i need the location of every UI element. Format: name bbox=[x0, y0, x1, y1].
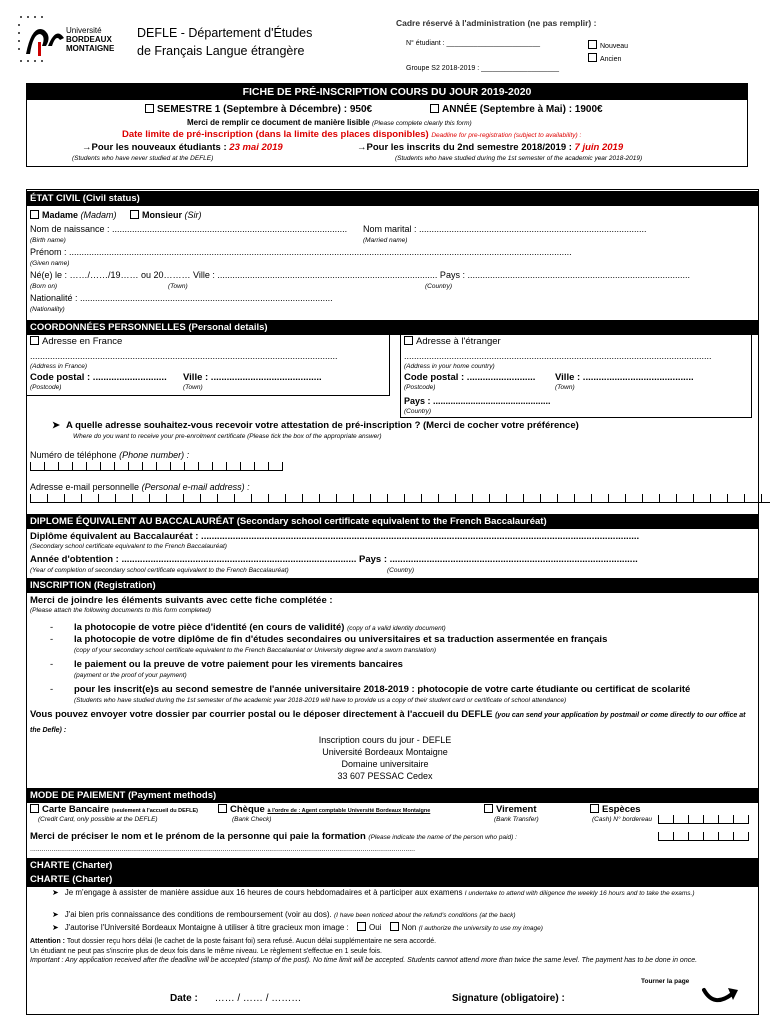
address-line: 33 607 PESSAC Cedex bbox=[337, 771, 433, 781]
postal-address bbox=[0, 734, 770, 782]
payment-card[interactable]: Carte Bancaire (seulement à l'accueil du DEFLE) bbox=[30, 804, 198, 815]
logo-line-2: BORDEAUX bbox=[66, 35, 112, 44]
checkbox-icon[interactable] bbox=[390, 922, 399, 931]
arrow-icon: ➤ bbox=[52, 910, 59, 919]
admin-title: Cadre réservé à l'administration (ne pas remplir) : bbox=[396, 18, 597, 28]
charter-bar-2: CHARTE (Charter) bbox=[26, 872, 759, 887]
input-cell[interactable] bbox=[658, 815, 673, 824]
input-cell[interactable] bbox=[198, 462, 212, 471]
list-item: - la photocopie de votre pièce d'identité (en cours de validité) (copy of a valid identity document) bbox=[50, 622, 446, 633]
input-cell[interactable] bbox=[557, 494, 574, 503]
input-cell[interactable] bbox=[625, 494, 642, 503]
married-name-field[interactable]: Nom marital : ........................................................................................... bbox=[363, 224, 647, 234]
nationality-label: (Nationality) bbox=[30, 306, 65, 313]
birth-field[interactable]: Né(e) le : ……/……/19…… ou 20……… Ville : ........................................................................................ Pays : ......................................................................................... bbox=[30, 270, 690, 280]
department-title-line-2: de Français Langue étrangère bbox=[137, 44, 305, 58]
form-title: FICHE DE PRÉ-INSCRIPTION COURS DU JOUR 2019-2020 bbox=[27, 84, 747, 100]
arrow-icon: ➤ bbox=[52, 923, 59, 932]
input-cell[interactable] bbox=[285, 494, 302, 503]
input-cell[interactable] bbox=[166, 494, 183, 503]
input-cell[interactable] bbox=[591, 494, 608, 503]
payment-transfer[interactable]: Virement bbox=[484, 804, 536, 815]
postcode-france-field: Code postal : ............................ bbox=[30, 372, 167, 383]
birth-name-field[interactable]: Nom de naissance : .............................................................................................. bbox=[30, 224, 348, 234]
input-cell[interactable] bbox=[170, 462, 184, 471]
payer-instruction: Merci de préciser le nom et le prénom de la personne qui paie la formation (Please indicate the name of the person who paid) : bbox=[30, 831, 517, 842]
input-cell[interactable] bbox=[404, 494, 421, 503]
phone-label: Numéro de téléphone (Phone number) : bbox=[30, 450, 190, 460]
payment-cheque-label: (Bank Check) bbox=[232, 816, 272, 823]
input-cell[interactable] bbox=[693, 494, 710, 503]
checkbox-icon[interactable] bbox=[590, 804, 599, 813]
input-cell[interactable] bbox=[100, 462, 114, 471]
payment-cheque[interactable]: Chèque à l'ordre de : Agent comptable Université Bordeaux Montaigne bbox=[218, 804, 430, 815]
option-semester[interactable]: SEMESTRE 1 (Septembre à Décembre) : 950€ bbox=[145, 104, 372, 115]
input-cell[interactable] bbox=[114, 462, 128, 471]
address-abroad-line[interactable]: ........................................................................................................................... bbox=[404, 351, 712, 361]
logo-line-1: Université bbox=[66, 26, 102, 35]
admin-student-number: N° étudiant : ________________________ bbox=[406, 40, 540, 47]
input-cell[interactable] bbox=[642, 494, 659, 503]
department-title bbox=[137, 24, 312, 60]
input-cell[interactable] bbox=[438, 494, 455, 503]
payer-cells-input[interactable] bbox=[658, 832, 749, 841]
town-label: (Town) bbox=[183, 384, 203, 391]
checkbox-icon[interactable] bbox=[30, 210, 39, 219]
civil-madame[interactable]: Madame (Madam) bbox=[30, 210, 117, 220]
checkbox-icon[interactable] bbox=[484, 804, 493, 813]
input-cell[interactable] bbox=[540, 494, 557, 503]
input-cell[interactable] bbox=[574, 494, 591, 503]
department-title-line-1: DEFLE - Département d'Études bbox=[137, 26, 313, 40]
new-students-note: (Students who have never studied at the DEFLE) bbox=[72, 155, 214, 162]
contact-bar: COORDONNÉES PERSONNELLES (Personal details) bbox=[26, 320, 759, 335]
charter-item-3: ➤ J'autorise l'Université Bordeaux Montaigne à utiliser à titre gracieux mon image : Oui Non (I authorize the university to use my image) bbox=[52, 923, 543, 932]
postcode-abroad-field: Code postal : .......................... bbox=[404, 372, 536, 383]
country-abroad-field: Pays : ............................................... bbox=[404, 396, 551, 406]
payment-transfer-label: (Bank Transfer) bbox=[494, 816, 539, 823]
charter-item-1: ➤ Je m'engage à assister de manière assidue aux 16 heures de cours hebdomadaires et à participer aux examens I undertake to attend with diligence the weekly 16 hours and to take the exams.) bbox=[52, 888, 695, 897]
charter-item-2: ➤ J'ai bien pris connaissance des conditions de remboursement (voir au dos). (I have been noticed about the refund's conditions (at the back) bbox=[52, 910, 516, 919]
charter-bar: CHARTE (Charter) bbox=[26, 858, 759, 873]
civil-status-bar: ÉTAT CIVIL (Civil status) bbox=[26, 191, 759, 206]
attention-line-3: Important : Any application received after the deadline will be accepted (stamp of the post). No time limit will be accepted. Students cannot attend more than twice the same level. The payment has to be done in once. bbox=[30, 957, 698, 964]
signature-field[interactable]: Signature (obligatoire) : bbox=[452, 993, 565, 1004]
turn-page-arrow-icon bbox=[700, 984, 740, 1010]
input-cell[interactable] bbox=[268, 494, 285, 503]
address-line: Domaine universitaire bbox=[341, 759, 429, 769]
checkbox-icon[interactable] bbox=[404, 336, 413, 345]
checkbox-icon[interactable] bbox=[30, 336, 39, 345]
input-cell[interactable] bbox=[128, 462, 142, 471]
receipt-number-input[interactable] bbox=[658, 815, 749, 824]
input-cell[interactable] bbox=[58, 462, 72, 471]
option-year[interactable]: ANNÉE (Septembre à Mai) : 1900€ bbox=[430, 104, 603, 115]
postcode-label: (Postcode) bbox=[30, 384, 62, 391]
list-item-note: (payment or the proof of your payment) bbox=[74, 672, 187, 679]
input-cell[interactable] bbox=[659, 494, 676, 503]
old-students-note: (Students who have studied during the 1st semester of the academic year 2018-2019) bbox=[395, 155, 643, 162]
address-question-note: Where do you want to receive your pre-enrolment certificate (Please tick the box of the appropriate answer) bbox=[73, 433, 382, 440]
input-cell[interactable] bbox=[421, 494, 438, 503]
list-item: - la photocopie de votre diplôme de fin d'études secondaires ou universitaires et sa traduction assermentée en français bbox=[50, 634, 608, 645]
input-cell[interactable] bbox=[302, 494, 319, 503]
admin-box bbox=[396, 18, 636, 78]
diploma-field[interactable]: Diplôme équivalent au Baccalauréat : ...................................................................................................................................................................... bbox=[30, 531, 640, 542]
input-cell[interactable] bbox=[30, 462, 44, 471]
admin-group: Groupe S2 2018-2019 : ____________________ bbox=[406, 65, 559, 72]
input-cell[interactable] bbox=[47, 494, 64, 503]
input-cell[interactable] bbox=[370, 494, 387, 503]
input-cell[interactable] bbox=[506, 494, 523, 503]
input-cell[interactable] bbox=[156, 462, 170, 471]
married-name-label: (Married name) bbox=[363, 237, 408, 244]
input-cell[interactable] bbox=[608, 494, 625, 503]
input-cell[interactable] bbox=[718, 815, 733, 824]
input-cell[interactable] bbox=[733, 815, 749, 824]
nationality-field[interactable]: Nationalité : ..................................................................................................... bbox=[30, 293, 333, 303]
email-input[interactable] bbox=[30, 494, 770, 503]
input-cell[interactable] bbox=[658, 832, 673, 841]
address-abroad-label: (Address in your home country) bbox=[404, 363, 495, 370]
input-cell[interactable] bbox=[234, 494, 251, 503]
input-cell[interactable] bbox=[727, 494, 744, 503]
input-cell[interactable] bbox=[733, 832, 749, 841]
input-cell[interactable] bbox=[81, 494, 98, 503]
arrow-icon: ➤ bbox=[52, 420, 60, 431]
input-cell[interactable] bbox=[353, 494, 370, 503]
input-cell[interactable] bbox=[703, 815, 718, 824]
input-cell[interactable] bbox=[30, 494, 47, 503]
checkbox-icon bbox=[588, 53, 597, 62]
arrow-icon: ➤ bbox=[52, 888, 59, 897]
checkbox-icon[interactable] bbox=[145, 104, 154, 113]
birth-town-label: (Town) bbox=[168, 283, 188, 290]
list-item-note: (copy of your secondary school certificate equivalent to the French Baccalauréat or University degree and a sworn translation) bbox=[74, 647, 437, 654]
input-cell[interactable] bbox=[455, 494, 472, 503]
birth-country-label: (Country) bbox=[425, 283, 453, 290]
town-abroad-label: (Town) bbox=[555, 384, 575, 391]
attention-notes bbox=[30, 937, 755, 966]
checkbox-icon[interactable] bbox=[30, 804, 39, 813]
input-cell[interactable] bbox=[149, 494, 166, 503]
list-item: - pour les inscrit(e)s au second semestre de l'année universitaire 2018-2019 : photocopie de votre carte étudiante ou certificat de scolarité bbox=[50, 684, 691, 695]
input-cell[interactable] bbox=[718, 832, 733, 841]
form-header-box bbox=[26, 83, 748, 167]
payment-bar: MODE DE PAIEMENT (Payment methods) bbox=[26, 788, 759, 803]
input-cell[interactable] bbox=[703, 832, 718, 841]
input-cell[interactable] bbox=[142, 462, 156, 471]
diploma-country-label: (Country) bbox=[387, 567, 415, 574]
address-line: Université Bordeaux Montaigne bbox=[322, 747, 448, 757]
documents-list bbox=[50, 622, 750, 707]
input-cell[interactable] bbox=[673, 832, 688, 841]
turn-page-label: Tourner la page bbox=[641, 978, 690, 985]
input-cell[interactable] bbox=[336, 494, 353, 503]
logo bbox=[18, 16, 128, 66]
attach-instruction: Merci de joindre les éléments suivants avec cette fiche complétée : bbox=[30, 595, 333, 606]
new-students-deadline: →Pour les nouveaux étudiants : 23 mai 2019 bbox=[82, 142, 283, 153]
input-cell[interactable] bbox=[676, 494, 693, 503]
deadline: Date limite de pré-inscription (dans la limite des places disponibles) Deadline for pre-registration (subject to availability) : bbox=[122, 129, 582, 140]
phone-input[interactable] bbox=[30, 462, 283, 471]
attach-note: (Please attach the following documents to this form completed) bbox=[30, 607, 212, 614]
fill-instruction: Merci de remplir ce document de manière lisible (Please complete clearly this form) bbox=[187, 118, 472, 127]
university-logo-icon bbox=[18, 16, 66, 66]
birth-name-label: (Birth name) bbox=[30, 237, 66, 244]
input-cell[interactable] bbox=[472, 494, 489, 503]
address-france-title: Adresse en France bbox=[30, 336, 122, 347]
input-cell[interactable] bbox=[200, 494, 217, 503]
input-cell[interactable] bbox=[132, 494, 149, 503]
input-cell[interactable] bbox=[319, 494, 336, 503]
input-cell[interactable] bbox=[217, 494, 234, 503]
input-cell[interactable] bbox=[673, 815, 688, 824]
admin-new: Nouveau bbox=[588, 40, 628, 50]
birth-date-label: (Born on) bbox=[30, 283, 58, 290]
country-abroad-label: (Country) bbox=[404, 408, 432, 415]
input-cell[interactable] bbox=[240, 462, 254, 471]
input-cell[interactable] bbox=[268, 462, 283, 471]
list-item: - le paiement ou la preuve de votre paiement pour les virements bancaires bbox=[50, 659, 403, 670]
input-cell[interactable] bbox=[212, 462, 226, 471]
input-cell[interactable] bbox=[183, 494, 200, 503]
civil-monsieur[interactable]: Monsieur (Sir) bbox=[130, 210, 202, 220]
checkbox-icon[interactable] bbox=[218, 804, 227, 813]
input-cell[interactable] bbox=[115, 494, 132, 503]
old-students-deadline: →Pour les inscrits du 2nd semestre 2018/2019 : 7 juin 2019 bbox=[357, 142, 624, 153]
checkbox-icon[interactable] bbox=[430, 104, 439, 113]
diploma-label: (Secondary school certificate equivalent to the French Baccalauréat) bbox=[30, 543, 227, 550]
input-cell[interactable] bbox=[226, 462, 240, 471]
input-cell[interactable] bbox=[98, 494, 115, 503]
send-instruction: Vous pouvez envoyer votre dossier par courrier postal ou le déposer directement à l'accueil du DEFLE (you can send your application by postmail or come directly to our office at the Defle) : bbox=[30, 709, 746, 734]
inscription-bar: INSCRIPTION (Registration) bbox=[26, 578, 759, 593]
address-line: Inscription cours du jour - DEFLE bbox=[318, 735, 452, 745]
input-cell[interactable] bbox=[86, 462, 100, 471]
diploma-bar: DIPLOME ÉQUIVALENT AU BACCALAURÉAT (Secondary school certificate equivalent to the French Baccalauréat) bbox=[26, 514, 759, 529]
given-name-field[interactable]: Prénom : ......................................................................................................................................................................................................... bbox=[30, 247, 572, 257]
attention-line-2: Un étudiant ne peut pas s'inscrire plus de deux fois dans le même niveau. Le règlement s'effectue en 1 seule fois. bbox=[30, 947, 382, 955]
logo-line-3: MONTAIGNE bbox=[66, 44, 115, 53]
address-france-line[interactable]: ........................................................................................................................... bbox=[30, 351, 338, 361]
input-cell[interactable] bbox=[710, 494, 727, 503]
input-cell[interactable] bbox=[72, 462, 86, 471]
input-cell[interactable] bbox=[387, 494, 404, 503]
input-cell[interactable] bbox=[688, 832, 703, 841]
date-field[interactable]: Date : …… / …… / ……… bbox=[170, 993, 302, 1004]
town-france-field: Ville : .......................................... bbox=[183, 372, 322, 383]
input-cell[interactable] bbox=[489, 494, 506, 503]
input-cell[interactable] bbox=[184, 462, 198, 471]
input-cell[interactable] bbox=[744, 494, 761, 503]
payment-card-label: (Credit Card, only possible at the DEFLE) bbox=[38, 816, 158, 823]
payer-field[interactable]: ...................................................................................................................................................................................................... bbox=[30, 846, 416, 853]
diploma-year-label: (Year of completion of secondary school certificate equivalent to the French Baccalauréat) bbox=[30, 567, 289, 574]
address-abroad-title: Adresse à l'étranger bbox=[404, 336, 501, 347]
attention-line-1: Attention : Tout dossier reçu hors délai (le cachet de la poste faisant foi) sera refusé. Aucun délai supplémentaire ne sera accordé. bbox=[30, 938, 437, 945]
address-france-label: (Address in France) bbox=[30, 363, 88, 370]
address-question: ➤ A quelle adresse souhaitez-vous recevoir votre attestation de pré-inscription ? (Merci de cocher votre préférence) bbox=[52, 420, 579, 431]
input-cell[interactable] bbox=[688, 815, 703, 824]
payment-cash[interactable]: Espèces bbox=[590, 804, 641, 815]
input-cell[interactable] bbox=[254, 462, 268, 471]
input-cell[interactable] bbox=[251, 494, 268, 503]
input-cell[interactable] bbox=[64, 494, 81, 503]
input-cell[interactable] bbox=[523, 494, 540, 503]
diploma-year-field[interactable]: Année d'obtention : ......................................................................................... Pays : .............................................................................................. bbox=[30, 554, 638, 565]
admin-old: Ancien bbox=[588, 53, 621, 63]
postcode-abroad-label: (Postcode) bbox=[404, 384, 436, 391]
list-item-note: (Students who have studied during the 1st semester of the academic year 2018-2019 will have to provide us a copy of their student card or certificate of school attendance) bbox=[74, 697, 567, 704]
checkbox-icon[interactable] bbox=[130, 210, 139, 219]
input-cell[interactable] bbox=[44, 462, 58, 471]
input-cell[interactable] bbox=[761, 494, 770, 503]
checkbox-icon[interactable] bbox=[357, 922, 366, 931]
payment-cash-label: (Cash) N° bordereau bbox=[592, 816, 653, 823]
given-name-label: (Given name) bbox=[30, 260, 70, 267]
email-label: Adresse e-mail personnelle (Personal e-mail address) : bbox=[30, 482, 250, 492]
town-abroad-field: Ville : .......................................... bbox=[555, 372, 694, 383]
checkbox-icon bbox=[588, 40, 597, 49]
